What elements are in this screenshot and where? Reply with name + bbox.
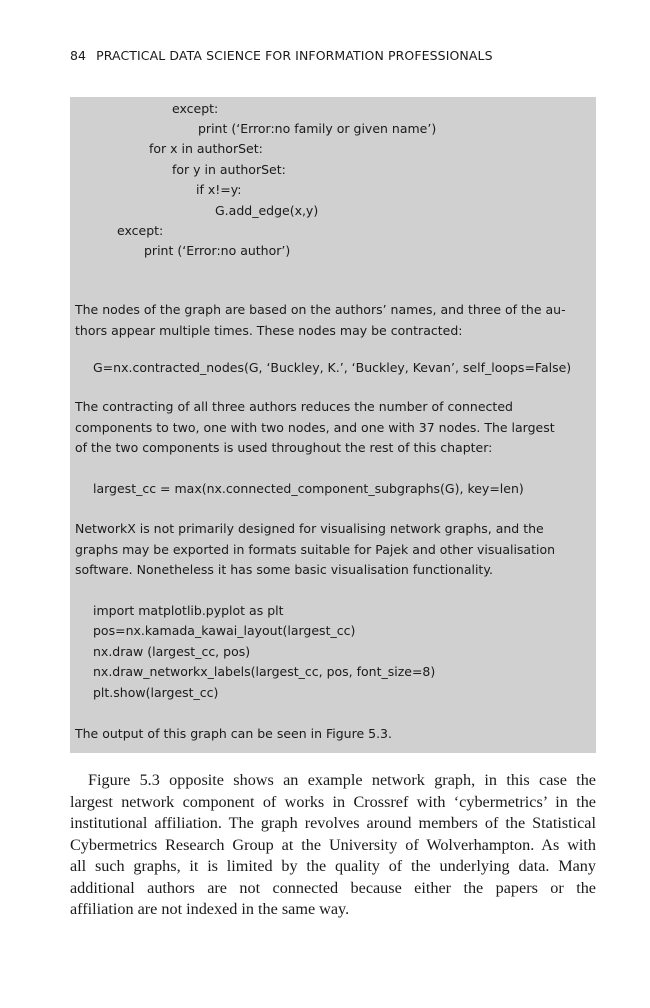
paragraph-line: thors appear multiple times. These nodes may be contracted: (75, 322, 463, 338)
code-line: print (‘Error:no author’) (144, 243, 291, 258)
paragraph-line: graphs may be exported in formats suitable for Pajek and other visualisation (75, 541, 556, 557)
code-line: largest_cc = max(nx.connected_component_subgraphs(G), key=len) (93, 481, 524, 496)
code-line: G.add_edge(x,y) (215, 203, 319, 218)
explanation-paragraph (75, 300, 591, 341)
code-line: for x in authorSet: (149, 141, 263, 156)
code-line: except: (117, 223, 164, 238)
paragraph-line: software. Nonetheless it has some basic visualisation functionality. (75, 562, 493, 577)
code-example-box (70, 97, 596, 753)
code-line: plt.show(largest_cc) (93, 685, 219, 700)
explanation-paragraph: The output of this graph can be seen in Figure 5.3. (75, 726, 392, 741)
code-line: except: (172, 101, 219, 116)
body-line: Figure 5.3 opposite shows an example network graph, in this case the (88, 771, 596, 789)
running-header (70, 48, 493, 63)
body-line: largest network component of works in Crossref with ‘cybermetrics’ in the (70, 792, 596, 811)
body-line: affiliation are not indexed in the same way. (70, 900, 350, 918)
body-line: Cybermetrics Research Group at the University of Wolverhampton. As with (70, 835, 596, 854)
body-line: institutional affiliation. The graph revolves around members of the Statistical (70, 814, 596, 832)
body-paragraph (70, 770, 596, 921)
explanation-paragraph (75, 397, 591, 459)
body-line: all such graphs, it is limited by the quality of the underlying data. Many (70, 857, 596, 875)
paragraph-line: NetworkX is not primarily designed for visualising network graphs, and the (75, 521, 544, 536)
code-line: nx.draw (largest_cc, pos) (93, 644, 251, 659)
paragraph-line: The nodes of the graph are based on the authors’ names, and three of the au- (75, 302, 566, 317)
page-number: 84 (70, 48, 87, 63)
paragraph-line: The contracting of all three authors reduces the number of connected (75, 399, 513, 414)
code-line: nx.draw_networkx_labels(largest_cc, pos, font_size=8) (93, 664, 436, 679)
code-line: import matplotlib.pyplot as plt (93, 603, 284, 618)
code-line: if x!=y: (196, 182, 242, 197)
body-line: additional authors are not connected because either the papers or the (70, 878, 596, 897)
code-line: for y in authorSet: (172, 162, 286, 177)
code-line: print (‘Error:no family or given name’) (198, 121, 437, 136)
running-title: PRACTICAL DATA SCIENCE FOR INFORMATION PROFESSIONALS (96, 48, 493, 63)
paragraph-line: of the two components is used throughout the rest of this chapter: (75, 440, 493, 455)
explanation-paragraph (75, 519, 591, 581)
code-line: pos=nx.kamada_kawai_layout(largest_cc) (93, 623, 356, 638)
paragraph-line: components to two, one with two nodes, and one with 37 nodes. The largest (75, 419, 555, 435)
code-line: G=nx.contracted_nodes(G, ‘Buckley, K.’, ‘Buckley, Kevan’, self_loops=False) (93, 360, 572, 375)
